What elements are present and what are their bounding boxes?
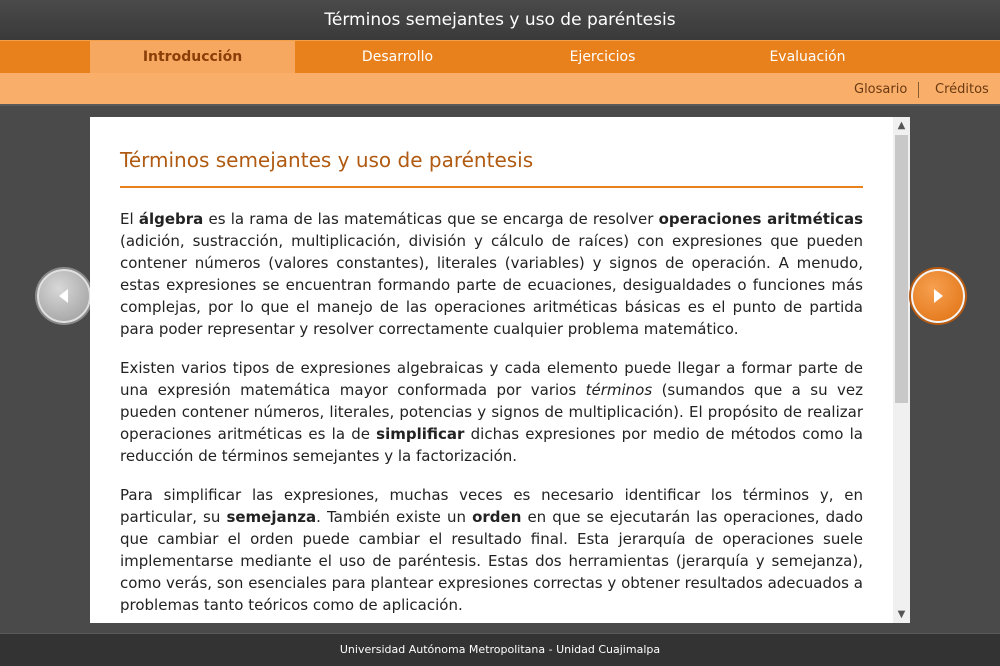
bold-term: orden (472, 508, 522, 526)
content-panel (90, 117, 910, 623)
text-run: El (120, 210, 139, 228)
text-run: (sumandos que a su vez pueden contener números, literales, potencias y signos de multiplicación). El propósito de realizar operaciones aritméticas es la de (120, 381, 864, 443)
paragraph-1 (120, 208, 863, 340)
scroll-up-icon[interactable]: ▲ (897, 120, 906, 131)
vertical-scrollbar[interactable] (893, 117, 910, 623)
chevron-right-icon (928, 286, 948, 306)
bold-term: álgebra (138, 210, 204, 228)
text-run: (adición, sustracción, multiplicación, división y cálculo de raíces) con expresiones que pueden contener números (valores constantes), literales (variables) y signos de operación. A menudo, estas expresiones se encuentran formando parte de ecuaciones, desigualdades o funciones más complejas, por lo que el manejo de las operaciones aritméticas básicas es el punto de partida para poder representar y resolver correctamente cualquier problema matemático. (120, 232, 863, 338)
footer-text: Universidad Autónoma Metropolitana - Unidad Cuajimalpa (0, 633, 1000, 666)
scroll-down-icon[interactable]: ▼ (897, 609, 906, 620)
divider (918, 82, 919, 98)
credits-link[interactable]: Créditos (935, 82, 989, 97)
tab-introduccion[interactable]: Introducción (90, 41, 295, 73)
chevron-left-icon (54, 286, 74, 306)
tab-ejercicios[interactable]: Ejercicios (569, 49, 636, 65)
next-button[interactable] (911, 269, 965, 323)
tab-desarrollo[interactable]: Desarrollo (361, 49, 434, 65)
text-run: . También existe un (316, 508, 473, 526)
glossary-link[interactable]: Glosario (854, 82, 908, 97)
text-run: Existen varios tipos de expresiones algebraicas y cada elemento puede llegar a formar parte de una expresión matemática mayor conformada por varios (120, 359, 863, 399)
prev-button[interactable] (37, 269, 91, 323)
sub-nav (0, 73, 1000, 106)
page-title: Términos semejantes y uso de paréntesis (120, 145, 863, 188)
bold-term: simplificar (376, 425, 465, 443)
text-run: Para simplificar las expresiones, muchas veces es necesario identificar los términos y, en particular, su (120, 486, 863, 526)
bold-term: semejanza (226, 508, 317, 526)
tab-evaluacion[interactable]: Evaluación (769, 49, 846, 65)
text-run: en que se ejecutarán las operaciones, dado que cambiar el orden puede cambiar el resultado final. Esta jerarquía de operaciones suele implementarse mediante el uso de paréntesis. Estas dos herramientas (jerarquía y semejanza), como verás, son esenciales para plantear expresiones correctas y obtener resultados adecuados a problemas tanto teóricos como de aplicación. (120, 508, 864, 614)
window-title: Términos semejantes y uso de paréntesis (0, 0, 1000, 40)
text-run: dichas expresiones por medio de métodos como la reducción de términos semejantes y la factorización. (120, 425, 863, 465)
bold-term: operaciones aritméticas (658, 210, 863, 228)
text-run: es la rama de las matemáticas que se encarga de resolver (203, 210, 659, 228)
main-nav (0, 40, 1000, 73)
paragraph-2 (120, 357, 863, 467)
article (120, 145, 863, 616)
paragraph-3 (120, 484, 863, 616)
italic-term: términos (585, 381, 653, 399)
scroll-thumb[interactable] (895, 135, 908, 403)
